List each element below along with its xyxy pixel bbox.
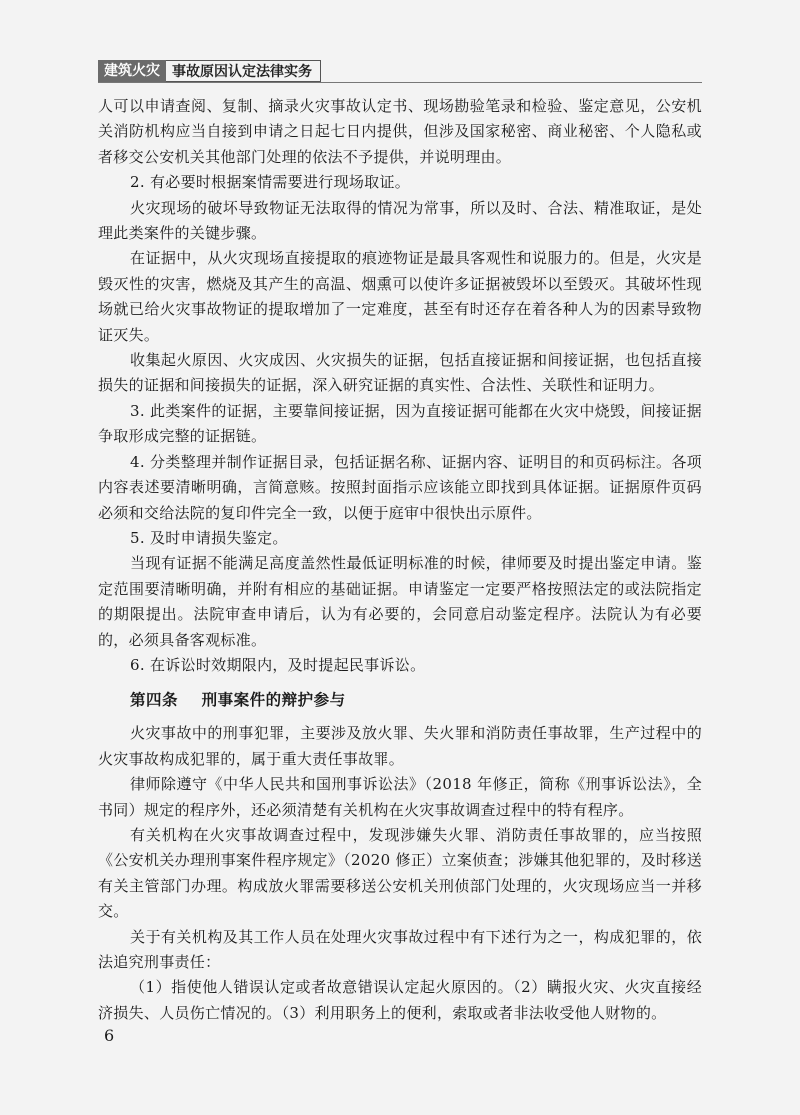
- book-series-tag: 建筑火灾: [98, 60, 166, 82]
- paragraph: 律师除遵守《中华人民共和国刑事诉讼法》（2018 年修正，简称《刑事诉讼法》，全书同）规定的程序外，还必须清楚有关机构在火灾事故调查过程中的特有程序。: [98, 775, 702, 819]
- paragraph: 人可以申请查阅、复制、摘录火灾事故认定书、现场勘验笔录和检验、鉴定意见，公安机关消防机构应当自接到申请之日起七日内提供，但涉及国家秘密、商业秘密、个人隐私或者移交公安机关其他部门处理的依法不予提供，并说明理由。: [98, 97, 702, 166]
- page-body: [98, 94, 702, 1026]
- paragraph: 2. 有必要时根据案情需要进行现场取证。: [130, 173, 411, 192]
- paragraph: （1）指使他人错误认定或者故意错误认定起火原因的。（2）瞒报火灾、火灾直接经济损失、人员伤亡情况的。（3）利用职务上的便利，索取或者非法收受他人财物的。: [98, 978, 702, 1022]
- running-header: [98, 60, 321, 82]
- paragraph: 5. 及时申请损失鉴定。: [130, 528, 288, 547]
- paragraph: 关于有关机构及其工作人员在处理火灾事故过程中有下述行为之一，构成犯罪的，依法追究刑事责任：: [98, 927, 702, 971]
- page-number: 6: [104, 1026, 115, 1045]
- article-heading: [98, 688, 702, 713]
- paragraph: 3. 此类案件的证据，主要靠间接证据，因为直接证据可能都在火灾中烧毁，间接证据争取形成完整的证据链。: [98, 401, 702, 446]
- paragraph: 火灾事故中的刑事犯罪，主要涉及放火罪、失火罪和消防责任事故罪，生产过程中的火灾事故构成犯罪的，属于重大责任事故罪。: [98, 724, 702, 768]
- paragraph: 有关机构在火灾事故调查过程中，发现涉嫌失火罪、消防责任事故罪的，应当按照《公安机关办理刑事案件程序规定》（2020 修正）立案侦查；涉嫌其他犯罪的，及时移送有关主管部门办理。构成放火罪需要移送公安机关刑侦部门处理的，火灾现场应当一并移交。: [98, 825, 702, 921]
- article-number: 第四条: [130, 691, 179, 710]
- paragraph: 火灾现场的破坏导致物证无法取得的情况为常事，所以及时、合法、精准取证，是处理此类案件的关键步骤。: [98, 198, 702, 243]
- paragraph: 4. 分类整理并制作证据目录，包括证据名称、证据内容、证明目的和页码标注。各项内容表述要清晰明确，言简意赅。按照封面指示应该能立即找到具体证据。证据原件页码必须和交给法院的复印件完全一致，以便于庭审中很快出示原件。: [98, 452, 702, 522]
- paragraph: 收集起火原因、火灾成因、火灾损失的证据，包括直接证据和间接证据，也包括直接损失的证据和间接损失的证据，深入研究证据的真实性、合法性、关联性和证明力。: [98, 351, 702, 395]
- book-title: 事故原因认定法律实务: [166, 60, 321, 82]
- paragraph: 在证据中，从火灾现场直接提取的痕迹物证是最具客观性和说服力的。但是，火灾是毁灭性的灾害，燃烧及其产生的高温、烟熏可以使许多证据被毁坏以至毁灭。其破坏性现场就已给火灾事故物证的提取增加了一定难度，甚至有时还存在着各种人为的因素导致物证灭失。: [98, 249, 702, 344]
- article-title: 刑事案件的辩护参与: [201, 691, 346, 710]
- header-divider: [98, 82, 702, 83]
- paragraph: 6. 在诉讼时效期限内，及时提起民事诉讼。: [130, 655, 426, 674]
- paragraph: 当现有证据不能满足高度盖然性最低证明标准的时候，律师要及时提出鉴定申请。鉴定范围要清晰明确，并附有相应的基础证据。申请鉴定一定要严格按照法定的或法院指定的期限提出。法院审查申请后，认为有必要的，会同意启动鉴定程序。法院认为有必要的，必须具备客观标准。: [98, 554, 702, 649]
